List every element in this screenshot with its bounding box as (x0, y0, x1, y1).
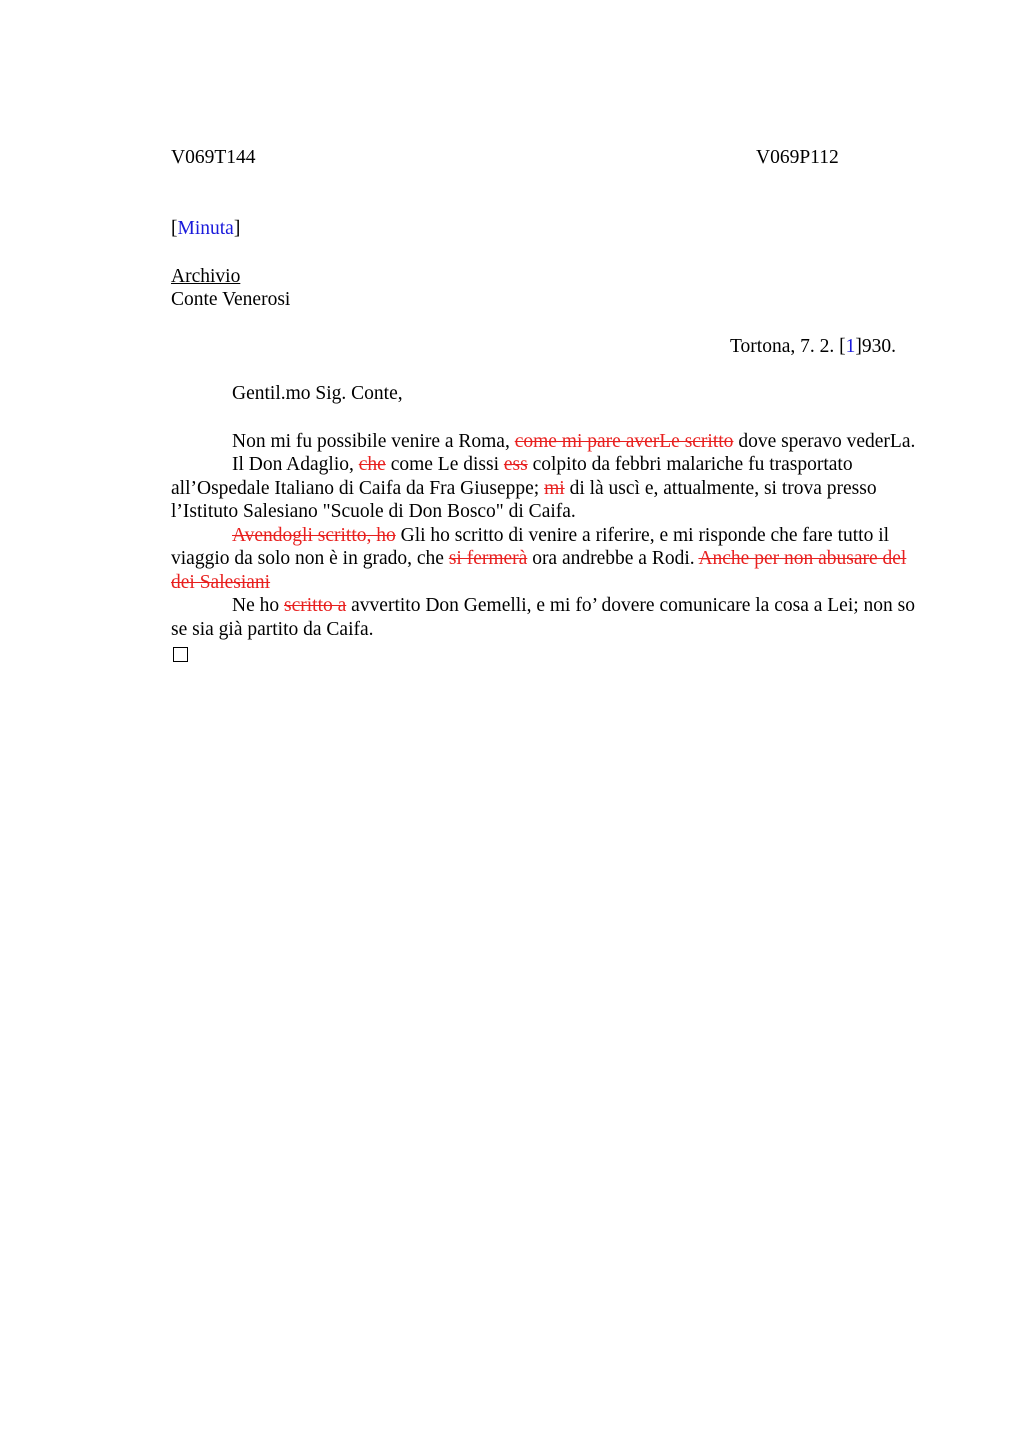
date-editorial-insert: 1 (845, 335, 856, 357)
letter-page (171, 146, 923, 662)
empty-square-icon (173, 647, 188, 662)
paragraph (171, 430, 923, 454)
text-segment: avvertito Don Gemelli, e mi fo’ dovere comunicare la cosa a Lei; non so se sia già partito da Caifa. (171, 595, 916, 640)
archive-title: Archivio (171, 265, 241, 287)
date-prefix: Tortona, 7. 2. [ (730, 335, 846, 357)
text-segment: Il Don Adaglio, (232, 454, 359, 475)
letter-date (171, 335, 923, 359)
minuta-label: Minuta (177, 218, 234, 239)
archive-name: Conte Venerosi (171, 289, 291, 310)
minuta-open-bracket: [ (171, 218, 178, 239)
text-segment: dove speravo vederLa. (733, 430, 916, 452)
text-segment: di là uscì e, attualmente, si trova presso l’Istituto Salesiano "Scuole di Don Bosco" di Caifa. (171, 477, 877, 522)
document-code-right: V069P112 (756, 147, 839, 168)
deleted-text: Anche per non abusare del dei Salesiani (171, 548, 907, 593)
text-segment: come Le dissi (385, 454, 504, 475)
archive-block (171, 265, 923, 312)
paragraph (171, 524, 923, 595)
text-segment: colpito da febbri malariche fu trasportato all’Ospedale Italiano di Caifa da Fra Giuseppe; (171, 454, 853, 499)
deleted-text: Avendogli scritto, ho (232, 524, 396, 546)
text-segment: Ne ho (232, 595, 284, 616)
salutation: Gentil.mo Sig. Conte, (232, 383, 403, 404)
document-code-left: V069T144 (171, 147, 256, 168)
text-segment: Gli ho scritto di venire a riferire, e mi risponde che fare tutto il viaggio da solo non è in grado, che (171, 524, 890, 569)
paragraph (171, 594, 923, 641)
date-suffix: ]930. (855, 335, 896, 357)
minuta-note (171, 217, 923, 241)
text-segment: ora andrebbe a Rodi. (527, 548, 699, 569)
deleted-text: che (358, 454, 386, 475)
document-codes (171, 146, 923, 170)
deleted-text: mi (544, 477, 565, 499)
deleted-text: ess (503, 454, 528, 475)
paragraph (171, 453, 923, 524)
text-segment: Non mi fu possibile venire a Roma, (232, 430, 515, 452)
deleted-text: come mi pare averLe scritto (514, 430, 734, 452)
deleted-text: si fermerà (448, 548, 528, 569)
deleted-text: scritto a (284, 595, 347, 616)
letter-body (171, 430, 923, 642)
minuta-close-bracket: ] (233, 218, 241, 239)
